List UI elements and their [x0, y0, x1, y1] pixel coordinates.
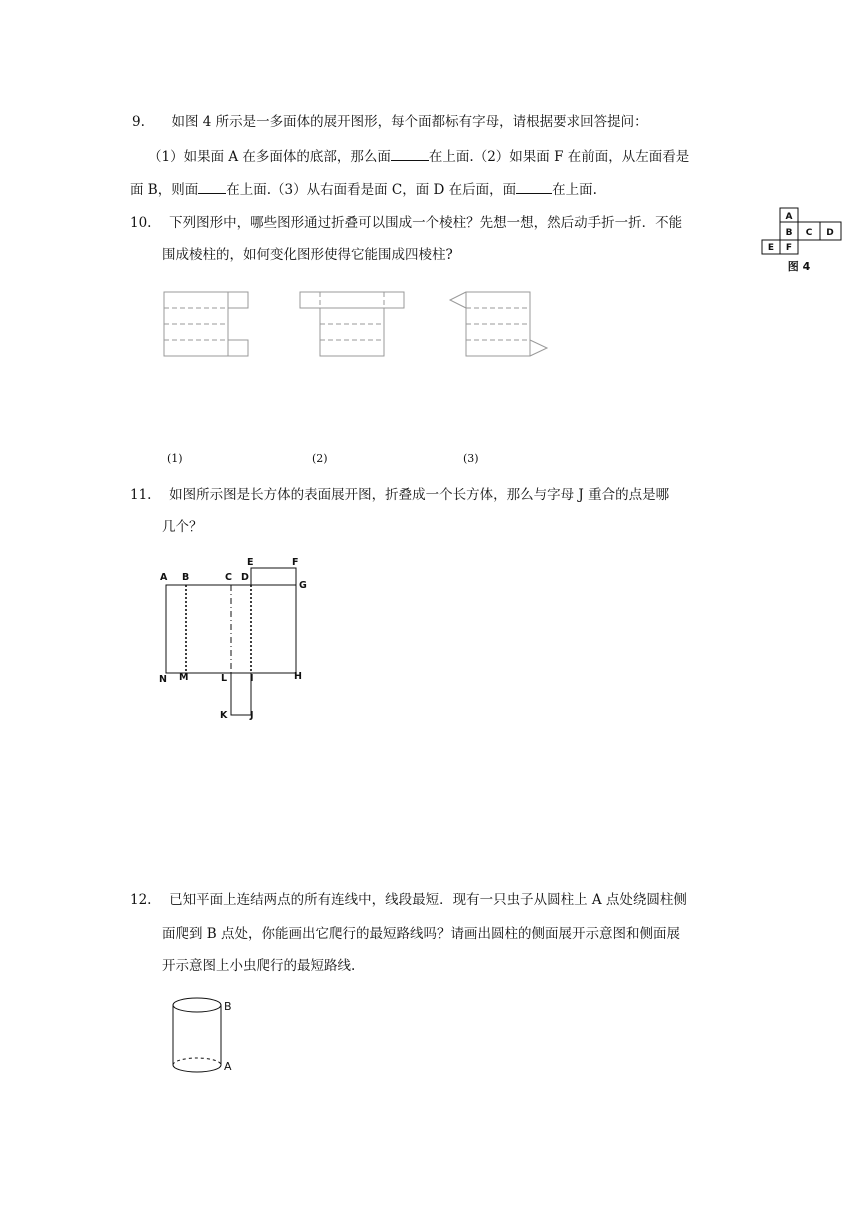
q11-number: 11.: [130, 487, 152, 503]
q11-text-1: 如图所示图是长方体的表面展开图，折叠成一个长方体，那么与字母 J 重合的点是哪: [169, 487, 670, 503]
q10-line1: [130, 214, 682, 232]
point-m: M: [179, 672, 189, 683]
q12-text-1: 已知平面上连结两点的所有连线中，线段最短．现有一只虫子从圆柱上 A 点处绕圆柱侧: [169, 892, 687, 908]
q9-number: 9.: [132, 114, 145, 130]
q10-text-1: 下列图形中，哪些图形通过折叠可以围成一个棱柱？先想一想，然后动手折一折．不能: [169, 215, 683, 231]
q9-blank-1[interactable]: [391, 147, 429, 161]
q10-number: 10.: [130, 215, 152, 231]
q12-line3: [162, 957, 355, 975]
q10-text-2: 围成棱柱的，如何变化图形使得它能围成四棱柱?: [162, 247, 453, 263]
q9-text-3a: 面 B，则面: [130, 182, 199, 198]
q9-line1: [132, 113, 648, 131]
point-n: N: [159, 674, 167, 685]
point-c: C: [225, 572, 232, 583]
point-h: H: [294, 671, 302, 682]
point-d: D: [241, 572, 249, 583]
q12-line1: [130, 891, 687, 909]
fig4-face-e: E: [767, 243, 775, 253]
point-k: K: [220, 710, 228, 721]
net-1: [164, 292, 248, 356]
q10-label-3: (3): [463, 452, 479, 465]
q12-number: 12.: [130, 892, 152, 908]
cylinder-point-a: A: [224, 1060, 232, 1073]
point-a: A: [160, 572, 168, 583]
q9-text-1: 如图 4 所示是一多面体的展开图形，每个面都标有字母，请根据要求回答提问：: [171, 114, 648, 130]
q9-text-2b: 在上面.（2）如果面 F 在前面，从左面看是: [428, 149, 690, 165]
q9-blank-2[interactable]: [198, 180, 226, 194]
q9-text-3c: 在上面.: [552, 182, 597, 198]
point-e: E: [247, 557, 254, 568]
q10-label-1: (1): [167, 452, 183, 465]
fig4-face-d: D: [826, 228, 834, 238]
fig4-caption: 图 4: [787, 260, 811, 273]
net-2: [300, 292, 404, 356]
q11-line1: [130, 486, 669, 504]
q9-line3: [130, 180, 597, 199]
point-j: J: [250, 710, 254, 721]
fig4-face-a: A: [785, 212, 793, 222]
q9-blank-3[interactable]: [516, 180, 552, 194]
q9-text-2a: （1）如果面 A 在多面体的底部，那么面: [148, 149, 391, 165]
fig4-face-b: B: [785, 228, 793, 238]
q10-label-2: (2): [312, 452, 328, 465]
point-i: I: [250, 673, 254, 684]
fig4-face-f: F: [785, 243, 793, 253]
cylinder-point-b: B: [224, 1000, 232, 1013]
cuboid-net-figure: [150, 550, 320, 730]
q12-line2: [162, 925, 680, 943]
q12-text-2: 面爬到 B 点处，你能画出它爬行的最短路线吗？请画出圆柱的侧面展开示意图和侧面展: [162, 926, 681, 942]
net-3: [450, 292, 547, 356]
q11-line2: [162, 518, 203, 536]
point-b: B: [182, 572, 190, 583]
q9-text-3b: 在上面.（3）从右面看是面 C，面 D 在后面，面: [226, 182, 517, 198]
point-f: F: [292, 557, 299, 568]
q9-line2: [148, 147, 689, 166]
fig4-face-c: C: [805, 228, 813, 238]
q12-text-3: 开示意图上小虫爬行的最短路线.: [162, 958, 356, 974]
q10-nets-figure: [150, 285, 570, 370]
q10-line2: [162, 246, 453, 264]
figure-4-net: [757, 204, 847, 276]
cylinder-figure: [155, 990, 255, 1085]
point-l: L: [221, 673, 228, 684]
q11-text-2: 几个？: [162, 519, 203, 535]
point-g: G: [299, 580, 307, 591]
